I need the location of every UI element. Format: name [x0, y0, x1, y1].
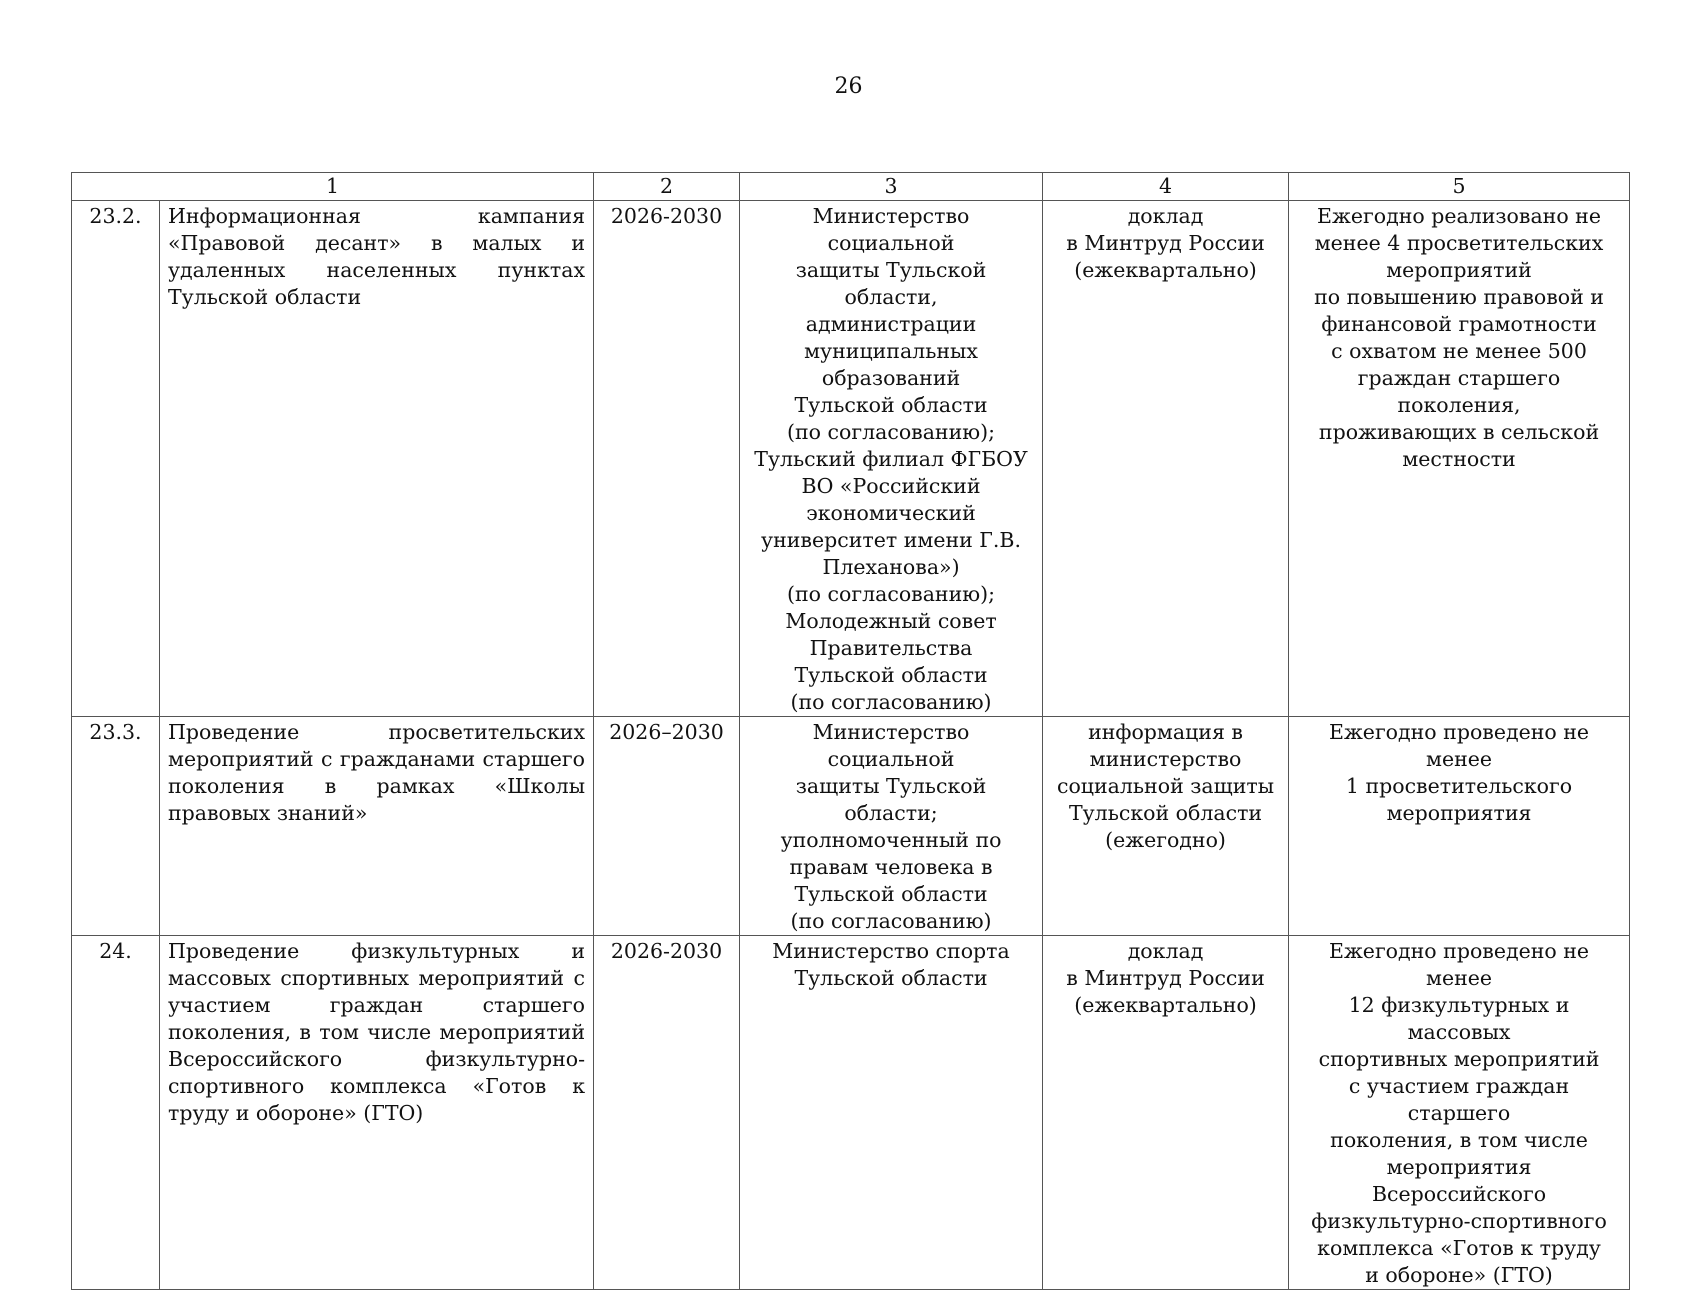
cell-line: 1 просветительского [1345, 774, 1573, 798]
cell-line: администрации [805, 312, 977, 336]
cell-line: (по согласованию) [790, 909, 992, 933]
cell-line: Плеханова») [822, 555, 960, 579]
cell-line: Молодежный совет [785, 609, 997, 633]
table-row [72, 201, 1630, 717]
column-header-3: 3 [740, 173, 1043, 201]
cell-line: мероприятий [1386, 258, 1532, 282]
cell-line: ВО «Российский [801, 474, 981, 498]
row-number: 23.2. [72, 201, 160, 717]
cell-line: Правительства [809, 636, 973, 660]
cell-line: менее 4 просветительских [1314, 231, 1604, 255]
cell-line: защиты Тульской области, [795, 258, 987, 309]
period: 2026-2030 [594, 936, 740, 1290]
cell-line: доклад [1127, 204, 1204, 228]
cell-line: в Минтруд России [1066, 966, 1265, 990]
cell-line: Ежегодно проведено не менее [1328, 939, 1590, 990]
cell-line: мероприятия [1386, 801, 1532, 825]
cell-line: (по согласованию) [790, 690, 992, 714]
cell-line: правам человека в [789, 855, 993, 879]
cell-line: по повышению правовой и [1314, 285, 1604, 309]
cell-line: мероприятия Всероссийского [1371, 1155, 1547, 1206]
cell-line: проживающих в сельской [1318, 420, 1600, 444]
column-number-row [72, 173, 1630, 201]
cell-line: социальной защиты [1056, 774, 1275, 798]
expected-result [1289, 201, 1630, 717]
table-row [72, 936, 1630, 1290]
cell-line: Министерство социальной [812, 204, 970, 255]
executors [740, 201, 1043, 717]
cell-line: (ежегодно) [1105, 828, 1226, 852]
cell-line: Министерство социальной [812, 720, 970, 771]
cell-line: муниципальных [804, 339, 978, 363]
cell-line: Тульской области [794, 882, 988, 906]
cell-line: информация в [1088, 720, 1243, 744]
event-name: Проведение физкультурных и массовых спортивных мероприятий с участием граждан старшего поколения, в том числе мероприятий Всероссийского физкультурно-спортивного комплекса «Готов к труду и обороне» (ГТО) [160, 936, 594, 1290]
table-row [72, 717, 1630, 936]
column-header-4: 4 [1043, 173, 1289, 201]
cell-line: комплекса «Готов к труду [1317, 1236, 1601, 1260]
row-number: 24. [72, 936, 160, 1290]
cell-line: местности [1402, 447, 1516, 471]
expected-result [1289, 717, 1630, 936]
cell-line: Ежегодно реализовано не [1317, 204, 1601, 228]
cell-line: образований [821, 366, 961, 390]
cell-line: (ежеквартально) [1074, 258, 1257, 282]
cell-line: финансовой грамотности [1321, 312, 1597, 336]
cell-line: 12 физкультурных и массовых [1348, 993, 1570, 1044]
cell-line: Ежегодно проведено не менее [1328, 720, 1590, 771]
cell-line: физкультурно-спортивного [1311, 1209, 1607, 1233]
page-number: 26 [834, 74, 863, 99]
cell-line: Министерство спорта [772, 939, 1010, 963]
cell-line: с охватом не менее 500 [1331, 339, 1587, 363]
cell-line: уполномоченный по [780, 828, 1002, 852]
report-form [1043, 717, 1289, 936]
row-number: 23.3. [72, 717, 160, 936]
cell-line: Тульской области [1068, 801, 1263, 825]
expected-result [1289, 936, 1630, 1290]
cell-line: (по согласованию); [787, 582, 996, 606]
cell-line: Тульской области [794, 663, 988, 687]
cell-line: с участием граждан старшего [1348, 1074, 1570, 1125]
event-name: Информационная кампания «Правовой десант» в малых и удаленных населенных пунктах Тульской области [160, 201, 594, 717]
cell-line: Тульской области [794, 966, 988, 990]
event-name: Проведение просветительских мероприятий с гражданами старшего поколения в рамках «Школы правовых знаний» [160, 717, 594, 936]
cell-line: Тульский филиал ФГБОУ [754, 447, 1028, 471]
cell-line: (по согласованию); [787, 420, 996, 444]
column-header-5: 5 [1289, 173, 1630, 201]
cell-line: (ежеквартально) [1074, 993, 1257, 1017]
report-form [1043, 201, 1289, 717]
cell-line: экономический [806, 501, 976, 525]
cell-line: в Минтруд России [1066, 231, 1265, 255]
cell-line: спортивных мероприятий [1318, 1047, 1600, 1071]
cell-line: министерство [1089, 747, 1242, 771]
cell-line: и обороне» (ГТО) [1365, 1263, 1553, 1287]
period: 2026-2030 [594, 201, 740, 717]
cell-line: университет имени Г.В. [761, 528, 1021, 552]
report-form [1043, 936, 1289, 1290]
cell-line: доклад [1127, 939, 1204, 963]
cell-line: граждан старшего поколения, [1357, 366, 1561, 417]
executors [740, 717, 1043, 936]
cell-line: поколения, в том числе [1330, 1128, 1588, 1152]
executors [740, 936, 1043, 1290]
column-header-2: 2 [594, 173, 740, 201]
cell-line: Тульской области [794, 393, 988, 417]
action-plan-table [71, 172, 1630, 1290]
column-header-1: 1 [72, 173, 594, 201]
cell-line: защиты Тульской области; [795, 774, 987, 825]
period: 2026–2030 [594, 717, 740, 936]
